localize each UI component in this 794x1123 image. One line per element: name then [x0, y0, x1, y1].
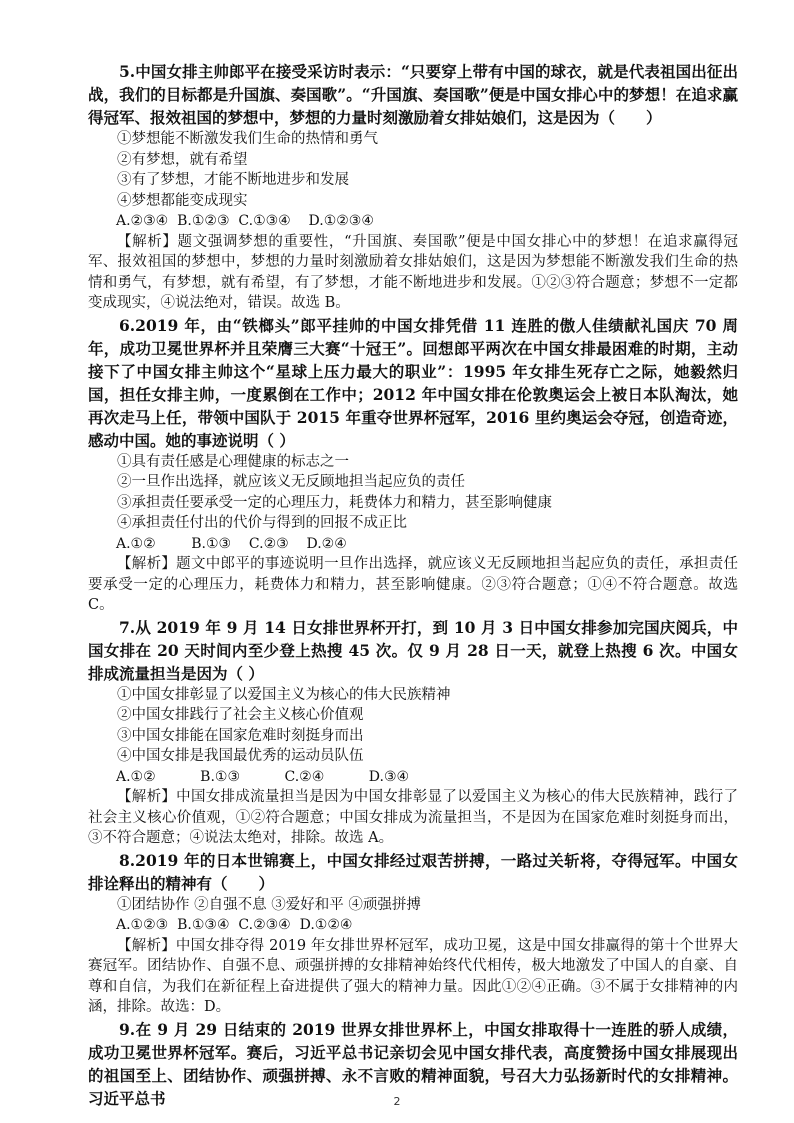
option-item: ②一旦作出选择，就应该义无反顾地担当起应负的责任 — [117, 474, 465, 490]
analysis-text: 【解析】题文强调梦想的重要性，“升国旗、奏国歌”便是中国女排心中的梦想！在追求赢得冠军、报效祖国的梦想中，梦想的力量时刻激励着女排姑娘们，这是因为梦想能不断激发我们生命的热情和勇气，有梦想，就有希望，有了梦想，才能不断地进步和发展。①②③符合题意；梦想不一定都变成现实，④说法绝对，错误。故选 B。 — [88, 233, 738, 311]
question-stem: 7.从 2019 年 9 月 14 日女排世界杯开打，到 10 月 3 日中国女排参加完国庆阅兵，中国女排在 20 天时间内至少登上热搜 45 次。仅 9 月 28 日一天，就登上热搜 6 次。中国女排成流量担当是因为（ ） — [88, 617, 738, 683]
option-item: ③有了梦想，才能不断地进步和发展 — [117, 172, 349, 188]
analysis-text: 【解析】中国女排夺得 2019 年女排世界杯冠军，成功卫冕，这是中国女排赢得的第十个世界大赛冠军。团结协作、自强不息、顽强拼搏的女排精神始终代代相传，极大地激发了中国人的自豪、自尊和自信，为我们在新征程上奋进提供了强大的精神力量。因此①②④正确。③不属于女排精神的内涵，排除。故选：D。 — [88, 937, 738, 1015]
question-stem: 5.中国女排主帅郎平在接受采访时表示：“只要穿上带有中国的球衣，就是代表祖国出征出战，我们的目标都是升国旗、奏国歌”。“升国旗、奏国歌”便是中国女排心中的梦想！在追求赢得冠军、报效祖国的梦想中，梦想的力量时刻激励着女排姑娘们，这是因为（ ） — [88, 62, 738, 127]
question-stem: 9.在 9 月 29 日结束的 2019 世界女排世界杯上，中国女排取得十一连胜的骄人成绩，成功卫冕世界杯冠军。赛后，习近平总书记亲切会见中国女排代表，高度赞扬中国女排展现出的祖国至上、团结协作、顽强拼搏、永不言败的精神面貌，号召大力弘扬新时代的女排精神。习近平总书 — [88, 1019, 738, 1108]
document-body — [88, 60, 738, 1110]
option-item: ④承担责任付出的代价与得到的回报不成正比 — [117, 515, 407, 531]
answer-choices: A.①② B.①③ C.②③ D.②④ — [116, 535, 347, 552]
answer-choices: A.①②③ B.①③④ C.②③④ D.①②④ — [116, 917, 353, 933]
analysis-text: 【解析】题文中郎平的事迹说明一旦作出选择，就应该义无反顾地担当起应负的责任，承担责任要承受一定的心理压力，耗费体力和精力，甚至影响健康。②③符合题意；①④不符合题意。故选 C。 — [88, 556, 738, 613]
answer-choices: A.①② B.①③ C.②④ D.③④ — [116, 768, 410, 785]
option-item: ①梦想能不断激发我们生命的热情和勇气 — [117, 131, 378, 147]
option-item: ②有梦想，就有希望 — [117, 151, 248, 168]
answer-choices: A.②③④ B.①②③ C.①③④ D.①②③④ — [116, 213, 374, 229]
option-item: ①中国女排彰显了以爱国主义为核心的伟大民族精神 — [117, 686, 451, 703]
question-8 — [88, 849, 738, 1018]
analysis-text: 【解析】中国女排成流量担当是因为中国女排彰显了以爱国主义为核心的伟大民族精神，践行了社会主义核心价值观，①②符合题意；中国女排成为流量担当，不是因为在国家危难时刻挺身而出，③不符合题意；④说法太绝对，排除。故选 A。 — [88, 789, 738, 846]
option-item: ④梦想都能变成现实 — [117, 192, 248, 209]
question-stem: 8.2019 年的日本世锦赛上，中国女排经过艰苦拼搏，一路过关斩将，夺得冠军。中国女排诠释出的精神有（ ） — [88, 850, 738, 893]
question-5 — [88, 60, 738, 314]
page-number: 2 — [393, 1095, 401, 1108]
option-item: ④中国女排是我国最优秀的运动员队伍 — [117, 748, 364, 764]
question-stem: 6.2019 年，由“铁榔头”郎平挂帅的中国女排凭借 11 连胜的傲人佳绩献礼国庆 70 周年，成功卫冕世界杯并且荣膺三大赛“十冠王”。回想郎平两次在中国女排最困难的时期，主动接下了中国女排主帅这个“星球上压力最大的职业”：1995 年女排生死存亡之际，她毅然归国，担任女排主帅，一度累倒在工作中；2012 年中国女排在伦敦奥运会上被日本队淘汰，她再次走马上任，带领中国队于 2015 年重夺世界杯冠军，2016 里约奥运会夺冠，创造奇迹，感动中国。她的事迹说明（ ） — [88, 315, 738, 450]
question-6 — [88, 314, 738, 616]
option-item: ①具有责任感是心理健康的标志之一 — [117, 453, 349, 470]
option-item: ②中国女排践行了社会主义核心价值观 — [117, 707, 364, 723]
option-item: ③承担责任要承受一定的心理压力，耗费体力和精力，甚至影响健康 — [117, 494, 552, 511]
question-7 — [88, 616, 738, 849]
option-item: ③中国女排能在国家危难时刻挺身而出 — [117, 727, 364, 744]
option-item: ①团结协作 ②自强不息 ③爱好和平 ④顽强拼搏 — [117, 896, 421, 913]
